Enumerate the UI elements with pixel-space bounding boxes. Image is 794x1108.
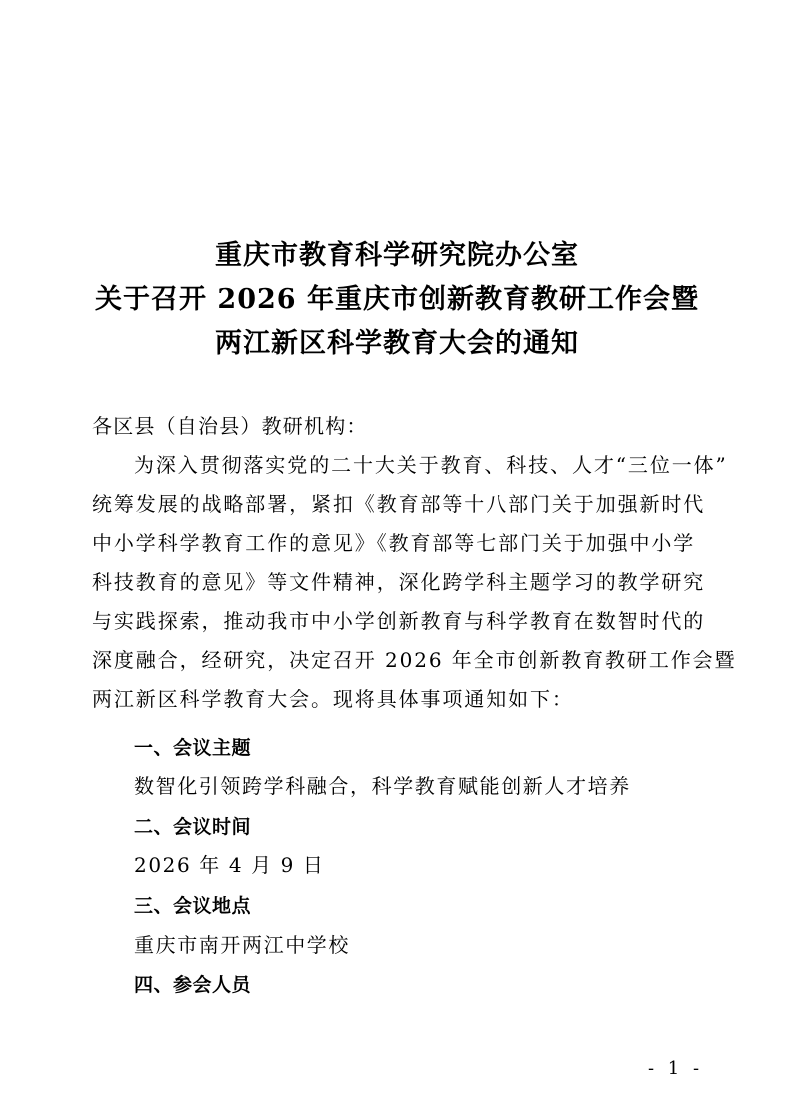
title-line-2: 关于召开 2026 年重庆市创新教育教研工作会暨: [95, 284, 699, 315]
section-content-theme: 数智化引领跨学科融合，科学教育赋能创新人才培养: [134, 774, 631, 798]
section-heading-theme: 一、会议主题: [134, 737, 252, 759]
intro-line-6: 深度融合，经研究，决定召开 2026 年全市创新教育教研工作会暨: [92, 648, 737, 672]
intro-line-4: 科技教育的意见》等文件精神，深化跨学科主题学习的教学研究: [92, 570, 706, 594]
addressee: 各区县（自治县）教研机构：: [92, 414, 368, 438]
intro-line-1: 为深入贯彻落实党的二十大关于教育、科技、人才“三位一体”: [134, 453, 728, 477]
document-title: [0, 234, 794, 366]
section-heading-location: 三、会议地点: [134, 895, 252, 917]
intro-line-7: 两江新区科学教育大会。现将具体事项通知如下：: [92, 687, 574, 711]
title-line-1: 重庆市教育科学研究院办公室: [215, 240, 579, 271]
section-content-location: 重庆市南开两江中学校: [134, 933, 350, 957]
section-heading-attendees: 四、参会人员: [134, 974, 252, 996]
section-heading-time: 二、会议时间: [134, 816, 252, 838]
intro-line-3: 中小学科学教育工作的意见》《教育部等七部门关于加强中小学: [92, 531, 696, 555]
page-number: - 1 -: [648, 1058, 704, 1079]
intro-line-2: 统筹发展的战略部署，紧扣《教育部等十八部门关于加强新时代: [92, 492, 706, 516]
intro-line-5: 与实践探索，推动我市中小学创新教育与科学教育在数智时代的: [92, 609, 706, 633]
intro-paragraph: [92, 446, 737, 719]
section-content-time: 2026 年 4 月 9 日: [134, 853, 325, 877]
title-line-3: 两江新区科学教育大会的通知: [215, 328, 579, 359]
